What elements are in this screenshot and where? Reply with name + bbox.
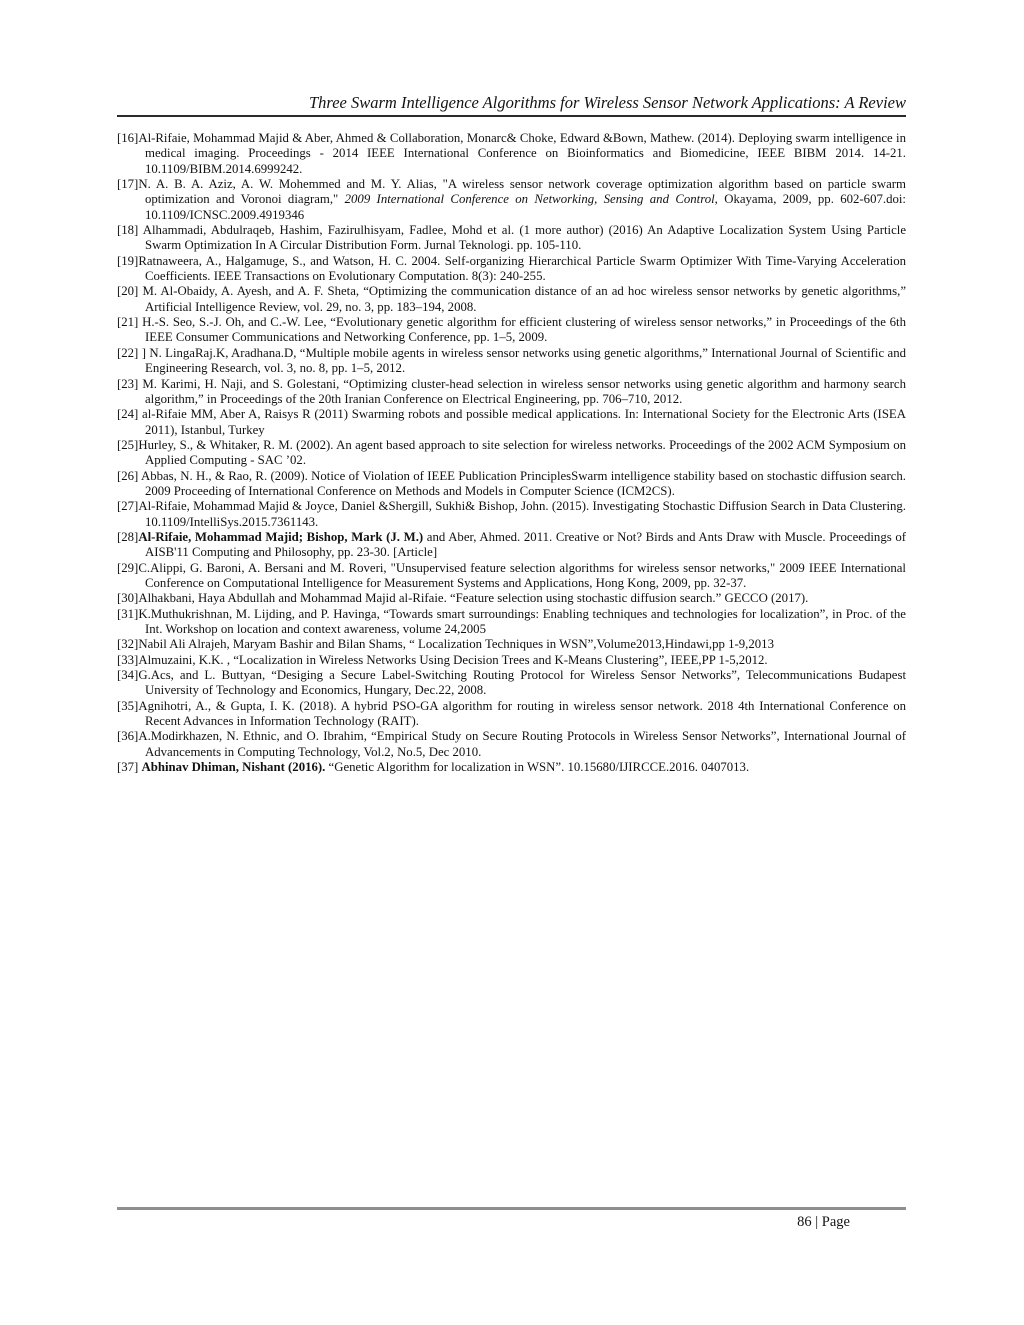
reference-text: and Aber, Ahmed. 2011. Creative or Not? Birds and Ants Draw with Muscle. Proceedings of AISB'11 Computing and Philosophy, pp. 23-30. [Article]	[145, 529, 906, 560]
reference-item	[117, 760, 906, 775]
reference-item	[117, 131, 906, 177]
reference-item	[117, 561, 906, 592]
reference-item	[117, 637, 906, 652]
reference-label: [21]	[117, 315, 139, 330]
reference-item	[117, 530, 906, 561]
reference-item	[117, 668, 906, 699]
reference-label: [18]	[117, 223, 139, 238]
reference-item	[117, 469, 906, 500]
reference-item	[117, 177, 906, 223]
reference-text: K.Muthukrishnan, M. Lijding, and P. Havinga, “Towards smart surroundings: Enabling techniques and technologies for localization”, in Proc. of the Int. Workshop on location and context awareness, volume 24,2005	[138, 606, 906, 636]
reference-item	[117, 315, 906, 346]
reference-text: , Okayama, 2009, pp. 602-607.doi: 10.1109/ICNSC.2009.4919346	[145, 192, 906, 222]
reference-label: [30]	[117, 591, 139, 606]
reference-text: “Genetic Algorithm for localization in WSN”. 10.15680/IJIRCCE.2016. 0407013.	[325, 760, 750, 775]
reference-text: C.Alippi, G. Baroni, A. Bersani and M. Roveri, "Unsupervised feature selection algorithms for wireless sensor networks," 2009 IEEE International Conference on Computational Intelligence for Measurement Systems and Applications, Hong Kong, 2009, pp. 32-37.	[138, 560, 906, 590]
reference-text: N. A. B. A. Aziz, A. W. Mohemmed and M. Y. Alias, "A wireless sensor network coverage optimization algorithm based on particle swarm optimization and Voronoi diagram,"	[138, 177, 906, 207]
reference-text: Alhammadi, Abdulraqeb, Hashim, Fazirulhisyam, Fadlee, Mohd et al. (1 more author) (2016) An Adaptive Localization System Using Particle Swarm Optimization In A Circular Distribution Form. Jurnal Teknologi. pp. 105-110.	[138, 223, 906, 253]
reference-item	[117, 729, 906, 760]
reference-item	[117, 607, 906, 638]
reference-label: [23]	[117, 376, 139, 391]
reference-label: [17]	[117, 177, 139, 192]
paper-title: Three Swarm Intelligence Algorithms for Wireless Sensor Network Applications: A Review	[308, 93, 906, 112]
reference-label: [27]	[117, 499, 139, 514]
reference-item	[117, 254, 906, 285]
reference-text: Abbas, N. H., & Rao, R. (2009). Notice of Violation of IEEE Publication PrinciplesSwarm intelligence stability based on stochastic diffusion search. 2009 Proceeding of International Conference on Methods and Models in Computer Science (ICM2CS).	[138, 468, 906, 498]
reference-text: Nabil Ali Alrajeh, Maryam Bashir and Bilan Shams, “ Localization Techniques in WSN”,Volume2013,Hindawi,pp 1-9,2013	[138, 637, 774, 652]
reference-label: [29]	[117, 560, 139, 575]
reference-text: H.-S. Seo, S.-J. Oh, and C.-W. Lee, “Evolutionary genetic algorithm for efficient clustering of wireless sensor networks,” in Proceedings of the 6th IEEE Consumer Communications and Networking Conference, pp. 1–5, 2009.	[138, 315, 906, 345]
reference-label: [33]	[117, 652, 139, 667]
references-list	[117, 131, 906, 775]
reference-text: Al-Rifaie, Mohammad Majid & Joyce, Daniel &Shergill, Sukhi& Bishop, John. (2015). Investigating Stochastic Diffusion Search in Data Clustering. 10.1109/IntelliSys.2015.7361143.	[138, 499, 906, 529]
reference-label: [24]	[117, 407, 139, 422]
reference-text: 2009 International Conference on Networking, Sensing and Control	[344, 192, 715, 207]
reference-text: M. Al-Obaidy, A. Ayesh, and A. F. Sheta, “Optimizing the communication distance of an ad hoc wireless sensor networks by genetic algorithms,” Artificial Intelligence Review, vol. 29, no. 3, pp. 183–194, 2008.	[138, 284, 906, 314]
page-footer	[117, 1207, 906, 1231]
reference-text: A.Modirkhazen, N. Ethnic, and O. Ibrahim, “Empirical Study on Secure Routing Protocols in Wireless Sensor Networks”, International Journal of Advancements in Computing Technology, Vol.2, No.5, Dec 2010.	[138, 729, 906, 759]
reference-text: Almuzaini, K.K. , “Localization in Wireless Networks Using Decision Trees and K-Means Clustering”, IEEE,PP 1-5,2012.	[138, 652, 768, 667]
reference-item	[117, 699, 906, 730]
reference-text: Agnihotri, A., & Gupta, I. K. (2018). A hybrid PSO-GA algorithm for routing in wireless sensor network. 2018 4th International Conference on Recent Advances in Information Technology (RAIT).	[138, 698, 906, 729]
reference-text: Hurley, S., & Whitaker, R. M. (2002). An agent based approach to site selection for wireless networks. Proceedings of the 2002 ACM Symposium on Applied Computing - SAC ’02.	[138, 437, 906, 468]
reference-item	[117, 653, 906, 668]
reference-text: Ratnaweera, A., Halgamuge, S., and Watson, H. C. 2004. Self-organizing Hierarchical Particle Swarm Optimizer With Time-Varying Acceleration Coefficients. IEEE Transactions on Evolutionary Computation. 8(3): 240-255.	[138, 253, 906, 284]
page-number: 86 | Page	[797, 1214, 850, 1230]
reference-label: [26]	[117, 468, 139, 483]
reference-item	[117, 591, 906, 606]
reference-item	[117, 284, 906, 315]
reference-item	[117, 407, 906, 438]
reference-item	[117, 346, 906, 377]
reference-label: [31]	[117, 606, 139, 621]
reference-label: [32]	[117, 637, 139, 652]
reference-item	[117, 377, 906, 408]
reference-text: G.Acs, and L. Buttyan, “Desiging a Secure Label-Switching Routing Protocol for Wireless Sensor Networks”, Telecommunications Budapest University of Technology and Economics, Hungary, Dec.22, 2008.	[138, 668, 906, 698]
reference-label: [20]	[117, 284, 139, 299]
reference-text: al-Rifaie MM, Aber A, Raisys R (2011) Swarming robots and possible medical applications. In: International Society for the Electronic Arts (ISEA 2011), Istanbul, Turkey	[138, 407, 906, 437]
reference-label: [22]	[117, 345, 139, 360]
reference-label: [28]	[117, 529, 139, 544]
reference-item	[117, 438, 906, 469]
reference-text: Abhinav Dhiman, Nishant (2016).	[141, 760, 326, 775]
reference-text: Alhakbani, Haya Abdullah and Mohammad Majid al-Rifaie. “Feature selection using stochastic diffusion search.” GECCO (2017).	[138, 591, 809, 606]
reference-item	[117, 223, 906, 254]
reference-text: ] N. LingaRaj.K, Aradhana.D, “Multiple mobile agents in wireless sensor networks using genetic algorithms,” International Journal of Scientific and Engineering Research, vol. 3, no. 8, pp. 1–5, 2012.	[138, 345, 906, 376]
page-header	[117, 93, 906, 117]
reference-text: M. Karimi, H. Naji, and S. Golestani, “Optimizing cluster-head selection in wireless sensor networks using genetic algorithm and harmony search algorithm,” in Proceedings of the 20th Iranian Conference on Electrical Engineering, pp. 706–710, 2012.	[138, 376, 906, 406]
reference-label: [34]	[117, 668, 139, 683]
reference-label: [37]	[117, 760, 139, 775]
reference-text: Al-Rifaie, Mohammad Majid; Bishop, Mark (J. M.)	[138, 529, 424, 544]
reference-label: [16]	[117, 131, 139, 145]
reference-text: Al-Rifaie, Mohammad Majid & Aber, Ahmed & Collaboration, Monarc& Choke, Edward &Bown, Mathew. (2014). Deploying swarm intelligence in medical imaging. Proceedings - 2014 IEEE International Conference on Bioinformatics and Biomedicine, IEEE BIBM 2014. 14-21. 10.1109/BIBM.2014.6999242.	[138, 131, 906, 176]
reference-label: [36]	[117, 729, 139, 744]
reference-label: [35]	[117, 698, 139, 713]
reference-label: [19]	[117, 253, 139, 268]
reference-label: [25]	[117, 437, 139, 452]
reference-item	[117, 499, 906, 530]
